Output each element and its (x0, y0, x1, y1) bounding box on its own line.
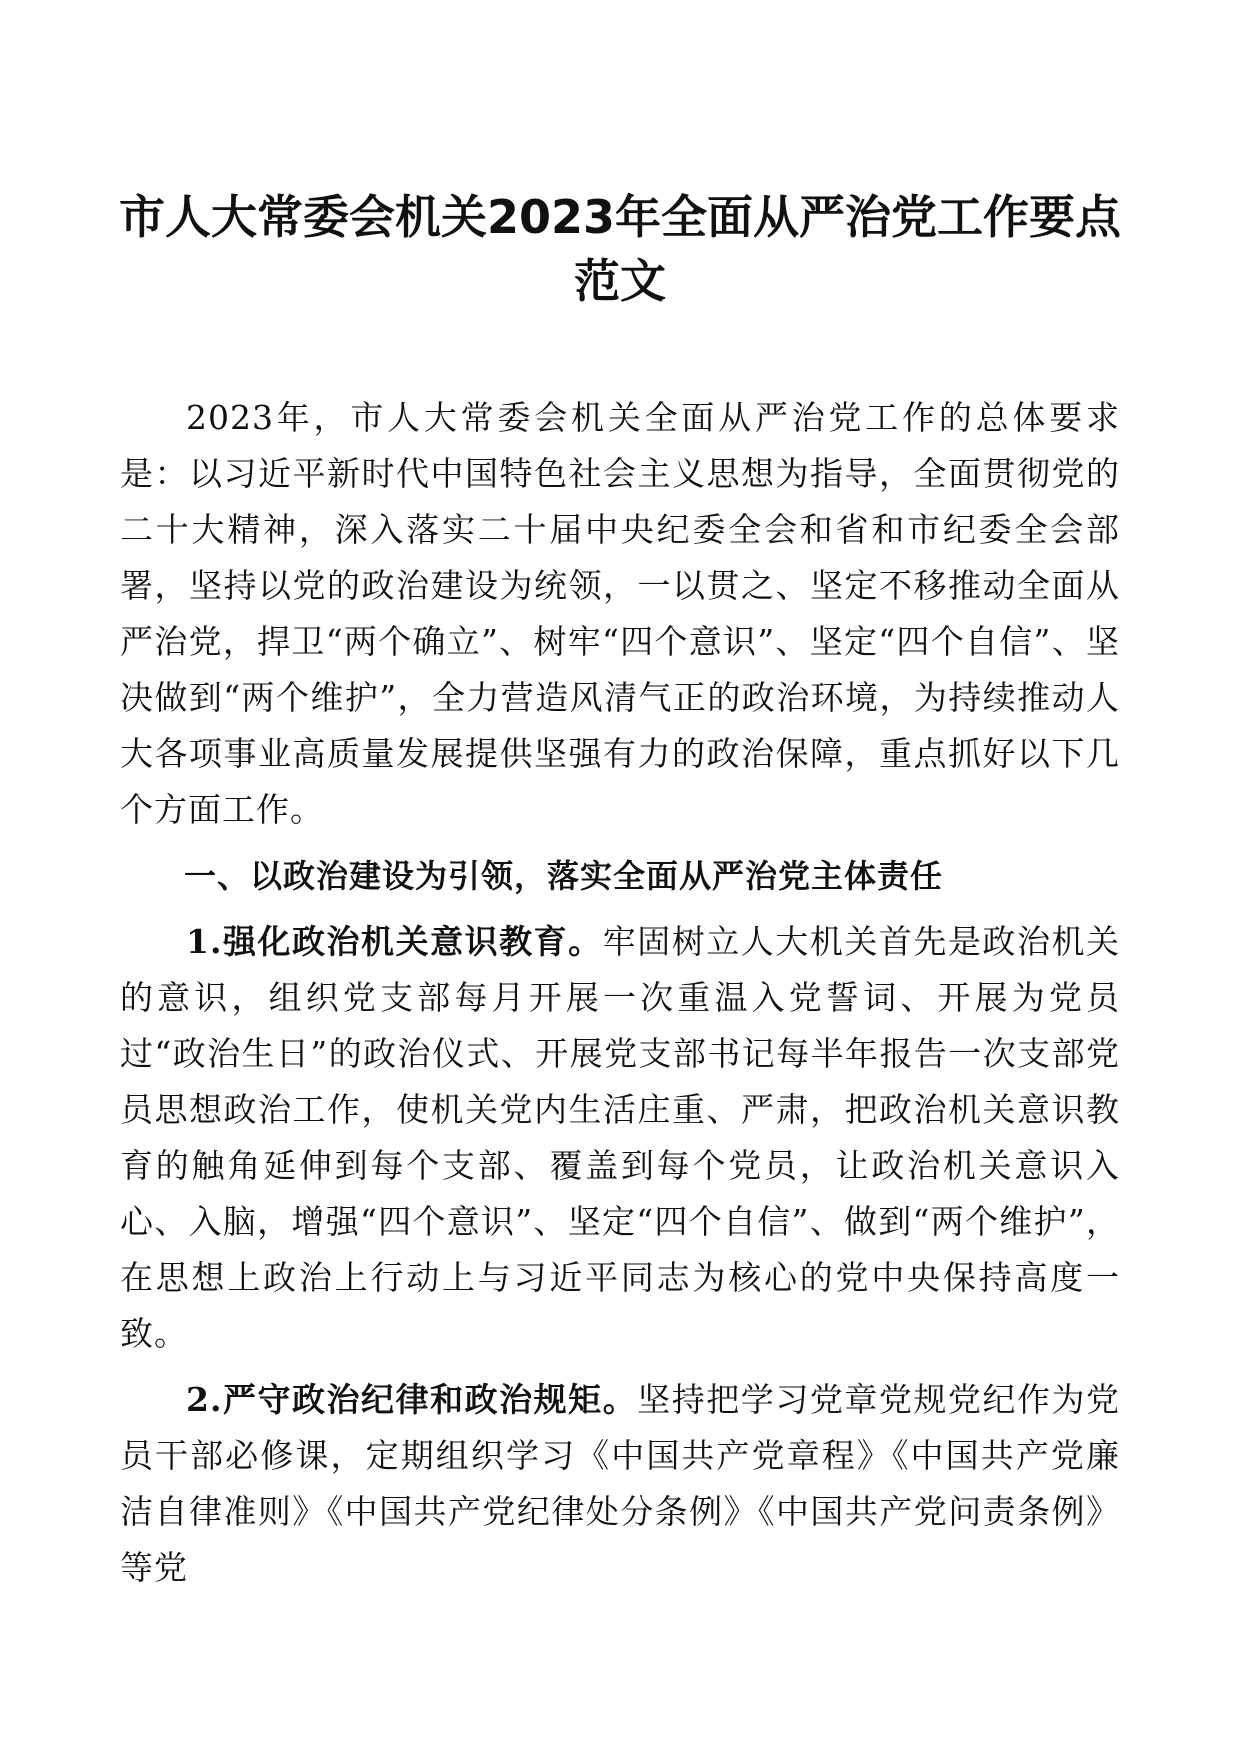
item-paragraph-1 (120, 914, 1120, 1362)
item-text-1: 牢固树立人大机关首先是政治机关的意识，组织党支部每月开展一次重温入党誓词、开展为党员过“政治生日”的政治仪式、开展党支部书记每半年报告一次支部党员思想政治工作，使机关党内生活庄重、严肃，把政治机关意识教育的触角延伸到每个支部、覆盖到每个党员，让政治机关意识入心、入脑，增强“四个意识”、坚定“四个自信”、做到“两个维护”，在思想上政治上行动上与习近平同志为核心的党中央保持高度一致。 (120, 922, 1120, 1353)
intro-paragraph: 2023年，市人大常委会机关全面从严治党工作的总体要求是：以习近平新时代中国特色社会主义思想为指导，全面贯彻党的二十大精神，深入落实二十届中央纪委全会和省和市纪委全会部署，坚持以党的政治建设为统领，一以贯之、坚定不移推动全面从严治党，捍卫“两个确立”、树牢“四个意识”、坚定“四个自信”、坚决做到“两个维护”，全力营造风清气正的政治环境，为持续推动人大各项事业高质量发展提供坚强有力的政治保障，重点抓好以下几个方面工作。 (120, 398, 1120, 829)
title-line-2: 范文 (574, 254, 666, 308)
item-paragraph-2 (120, 1372, 1120, 1596)
item-lead-2: 2.严守政治纪律和政治规矩。 (186, 1380, 638, 1419)
item-text-2: 坚持把学习党章党规党纪作为党员干部必修课，定期组织学习《中国共产党章程》《中国共产党廉洁自律准则》《中国共产党纪律处分条例》《中国共产党问责条例》等党 (120, 1380, 1121, 1587)
section-heading: 一、以政治建设为引领，落实全面从严治党主体责任 (184, 857, 944, 895)
document-title (110, 185, 1130, 313)
title-line-1: 市人大常委会机关2023年全面从严治党工作要点 (118, 190, 1122, 244)
document-body (120, 390, 1120, 1606)
item-lead-1: 1.强化政治机关意识教育。 (186, 922, 603, 961)
